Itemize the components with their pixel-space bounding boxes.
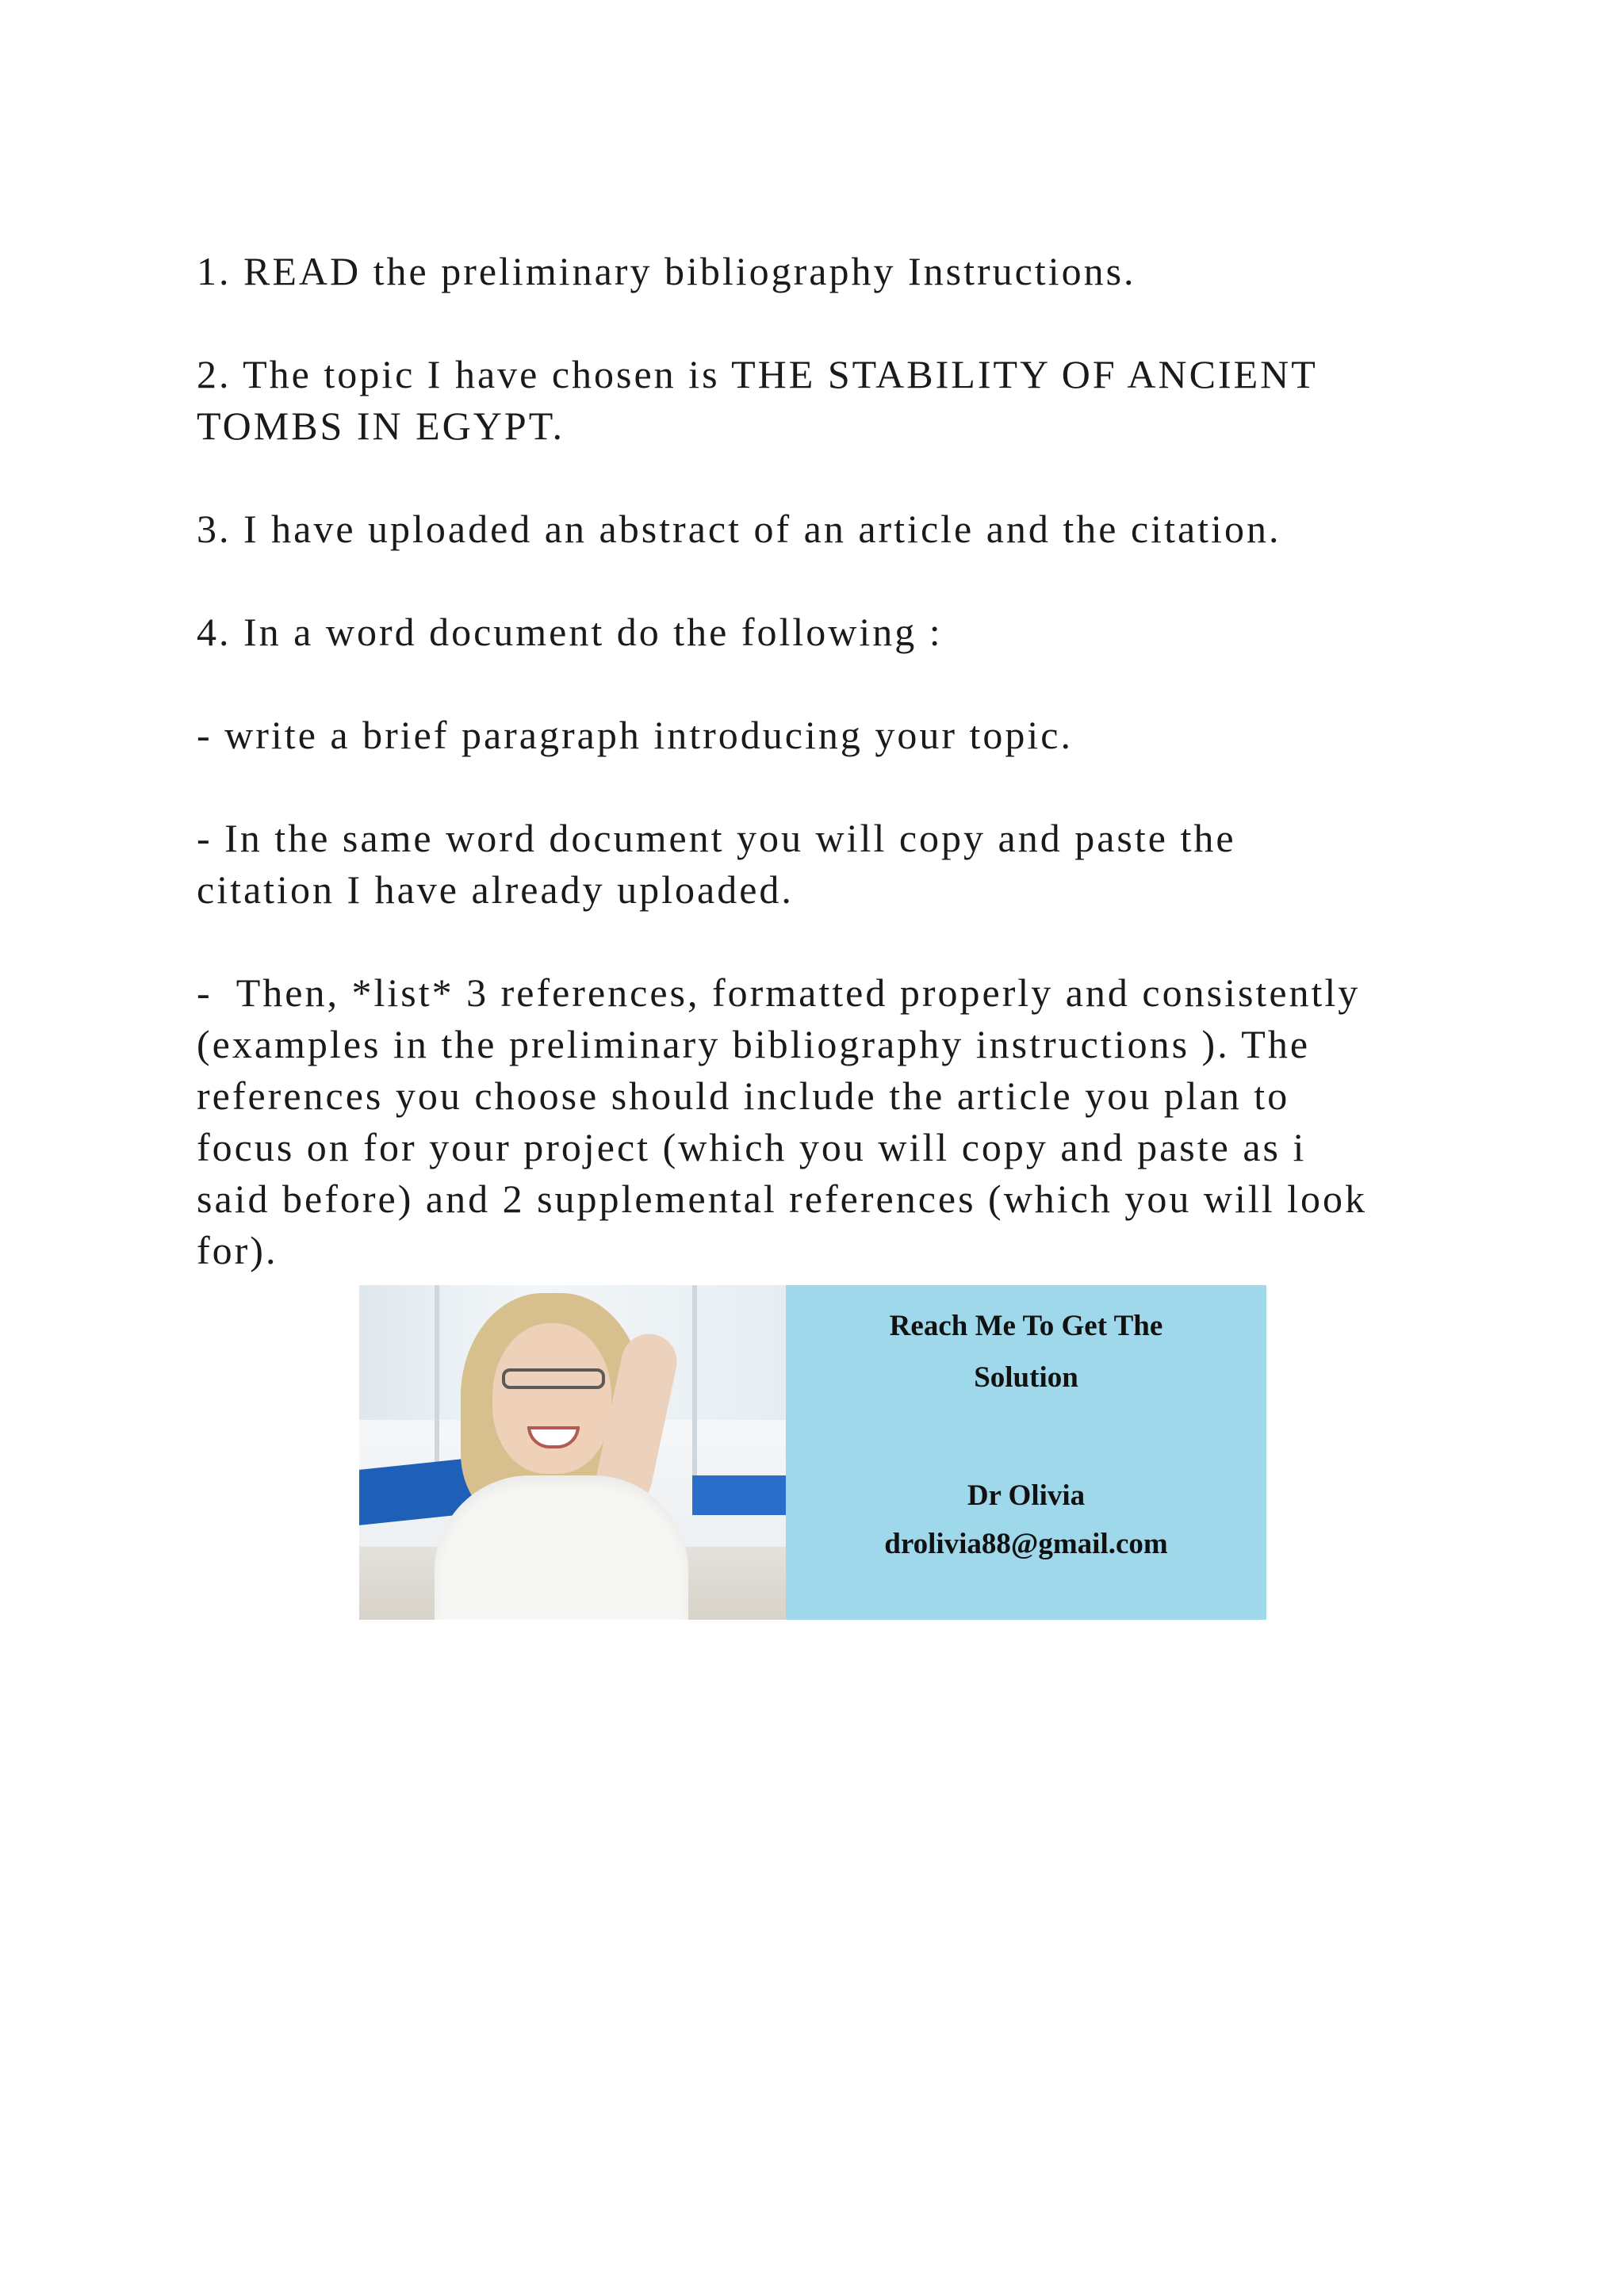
- document-body: [197, 246, 1434, 1276]
- woman-photo: [359, 1285, 786, 1620]
- paragraph-step-1: 1. READ the preliminary bibliography Instructions.: [197, 249, 1136, 293]
- contact-heading-line-2: Solution: [974, 1361, 1078, 1394]
- paragraph-bullet-intro: - write a brief paragraph introducing your topic.: [197, 713, 1073, 757]
- paragraph-step-3: 3. I have uploaded an abstract of an article and the citation.: [197, 507, 1281, 551]
- paragraph-step-4: 4. In a word document do the following :: [197, 610, 943, 654]
- contact-banner: [359, 1285, 1266, 1620]
- paragraph-step-2: 2. The topic I have chosen is THE STABILITY OF ANCIENT TOMBS IN EGYPT.: [197, 352, 1318, 448]
- contact-email: drolivia88@gmail.com: [884, 1528, 1168, 1560]
- contact-heading-line-1: Reach Me To Get The: [889, 1310, 1163, 1342]
- contact-name: Dr Olivia: [967, 1479, 1086, 1512]
- paragraph-bullet-references: - Then, *list* 3 references, formatted properly and consistently (examples in the preliminary bibliography instructions ). The references you choose should include the article you plan to focus on for your project (which you will copy and paste as i said before) and 2 supplemental references (which you will look for).: [197, 970, 1368, 1272]
- paragraph-bullet-citation: - In the same word document you will copy and paste the citation I have already uploaded.: [197, 816, 1236, 912]
- glasses-icon: [502, 1368, 605, 1389]
- contact-card: [786, 1285, 1266, 1620]
